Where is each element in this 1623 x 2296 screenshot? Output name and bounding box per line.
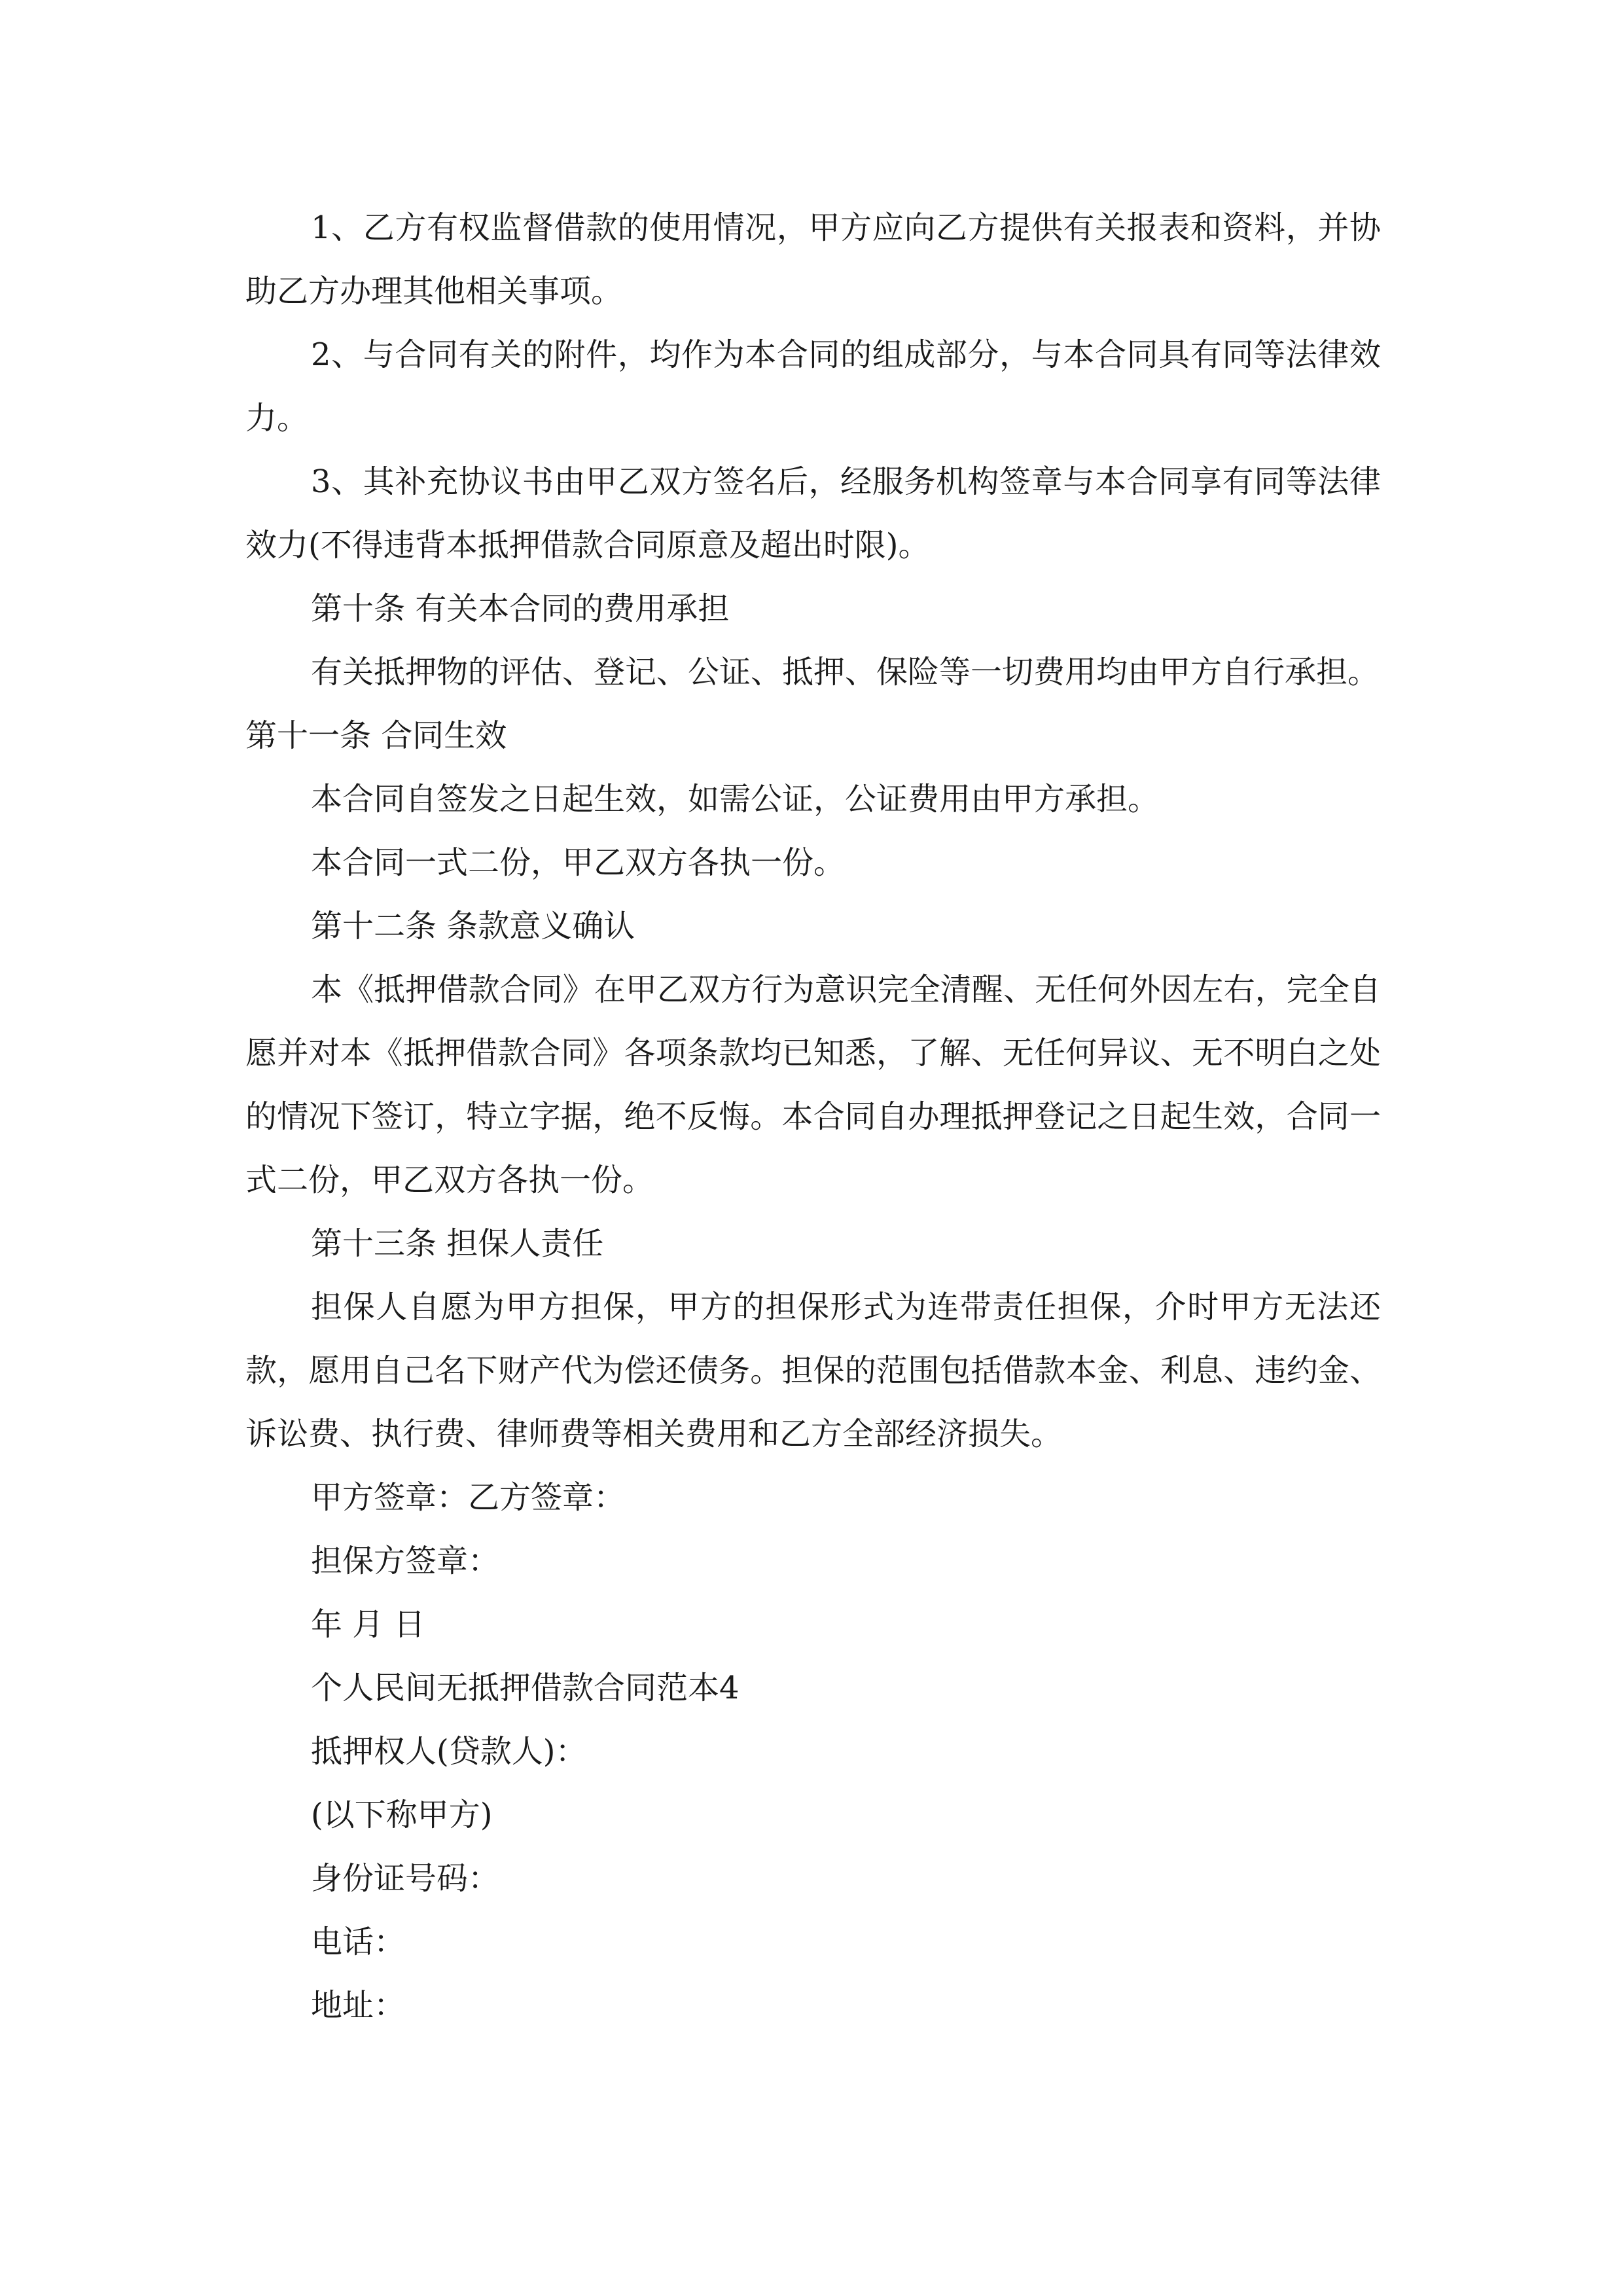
article-13-body: 担保人自愿为甲方担保，甲方的担保形式为连带责任担保，介时甲方无法还款，愿用自己名下财产代为偿还债务。担保的范围包括借款本金、利息、违约金、诉讼费、执行费、律师费等相关费用和乙方全部经济损失。 bbox=[245, 1289, 1381, 1452]
address-field-label: 地址： bbox=[311, 1987, 406, 2024]
article-10-heading: 第十条 有关本合同的费用承担 bbox=[311, 590, 730, 627]
date-line: 年 月 日 bbox=[311, 1606, 425, 1643]
id-number-field-label: 身份证号码： bbox=[311, 1860, 500, 1897]
party-a-note: (以下称甲方) bbox=[311, 1797, 493, 1833]
clause-supervision-paragraph: 1、乙方有权监督借款的使用情况，甲方应向乙方提供有关报表和资料，并协助乙方办理其他相关事项。 bbox=[245, 209, 1381, 310]
article-12-body: 本《抵押借款合同》在甲乙双方行为意识完全清醒、无任何外因左右，完全自愿并对本《抵押借款合同》各项条款均已知悉，了解、无任何异议、无不明白之处的情况下签订，特立字据，绝不反悔。本合同自办理抵押登记之日起生效，合同一式二份，甲乙双方各执一份。 bbox=[245, 971, 1381, 1198]
party-signatures-line: 甲方签章：乙方签章： bbox=[311, 1479, 626, 1516]
article-12-heading: 第十二条 条款意义确认 bbox=[311, 908, 635, 944]
guarantor-signature-line: 担保方签章： bbox=[311, 1543, 500, 1579]
clause-attachments-paragraph: 2、与合同有关的附件，均作为本合同的组成部分，与本合同具有同等法律效力。 bbox=[245, 336, 1381, 437]
article-11-copies-paragraph: 本合同一式二份，甲乙双方各执一份。 bbox=[311, 844, 846, 881]
phone-field-label: 电话： bbox=[311, 1924, 406, 1960]
article-13-heading: 第十三条 担保人责任 bbox=[311, 1225, 604, 1262]
document-body bbox=[245, 196, 1381, 2037]
article-10-body: 有关抵押物的评估、登记、公证、抵押、保险等一切费用均由甲方自行承担。 bbox=[311, 654, 1380, 691]
article-11-heading: 第十一条 合同生效 bbox=[245, 717, 507, 754]
template-4-title: 个人民间无抵押借款合同范本4 bbox=[311, 1670, 740, 1706]
clause-supplementary-agreement-paragraph: 3、其补充协议书由甲乙双方签名后，经服务机构签章与本合同享有同等法律效力(不得违背本抵押借款合同原意及超出时限)。 bbox=[245, 463, 1381, 564]
mortgagee-field-label: 抵押权人(贷款人)： bbox=[311, 1733, 587, 1770]
article-11-effective-paragraph: 本合同自签发之日起生效，如需公证，公证费用由甲方承担。 bbox=[311, 781, 1160, 817]
